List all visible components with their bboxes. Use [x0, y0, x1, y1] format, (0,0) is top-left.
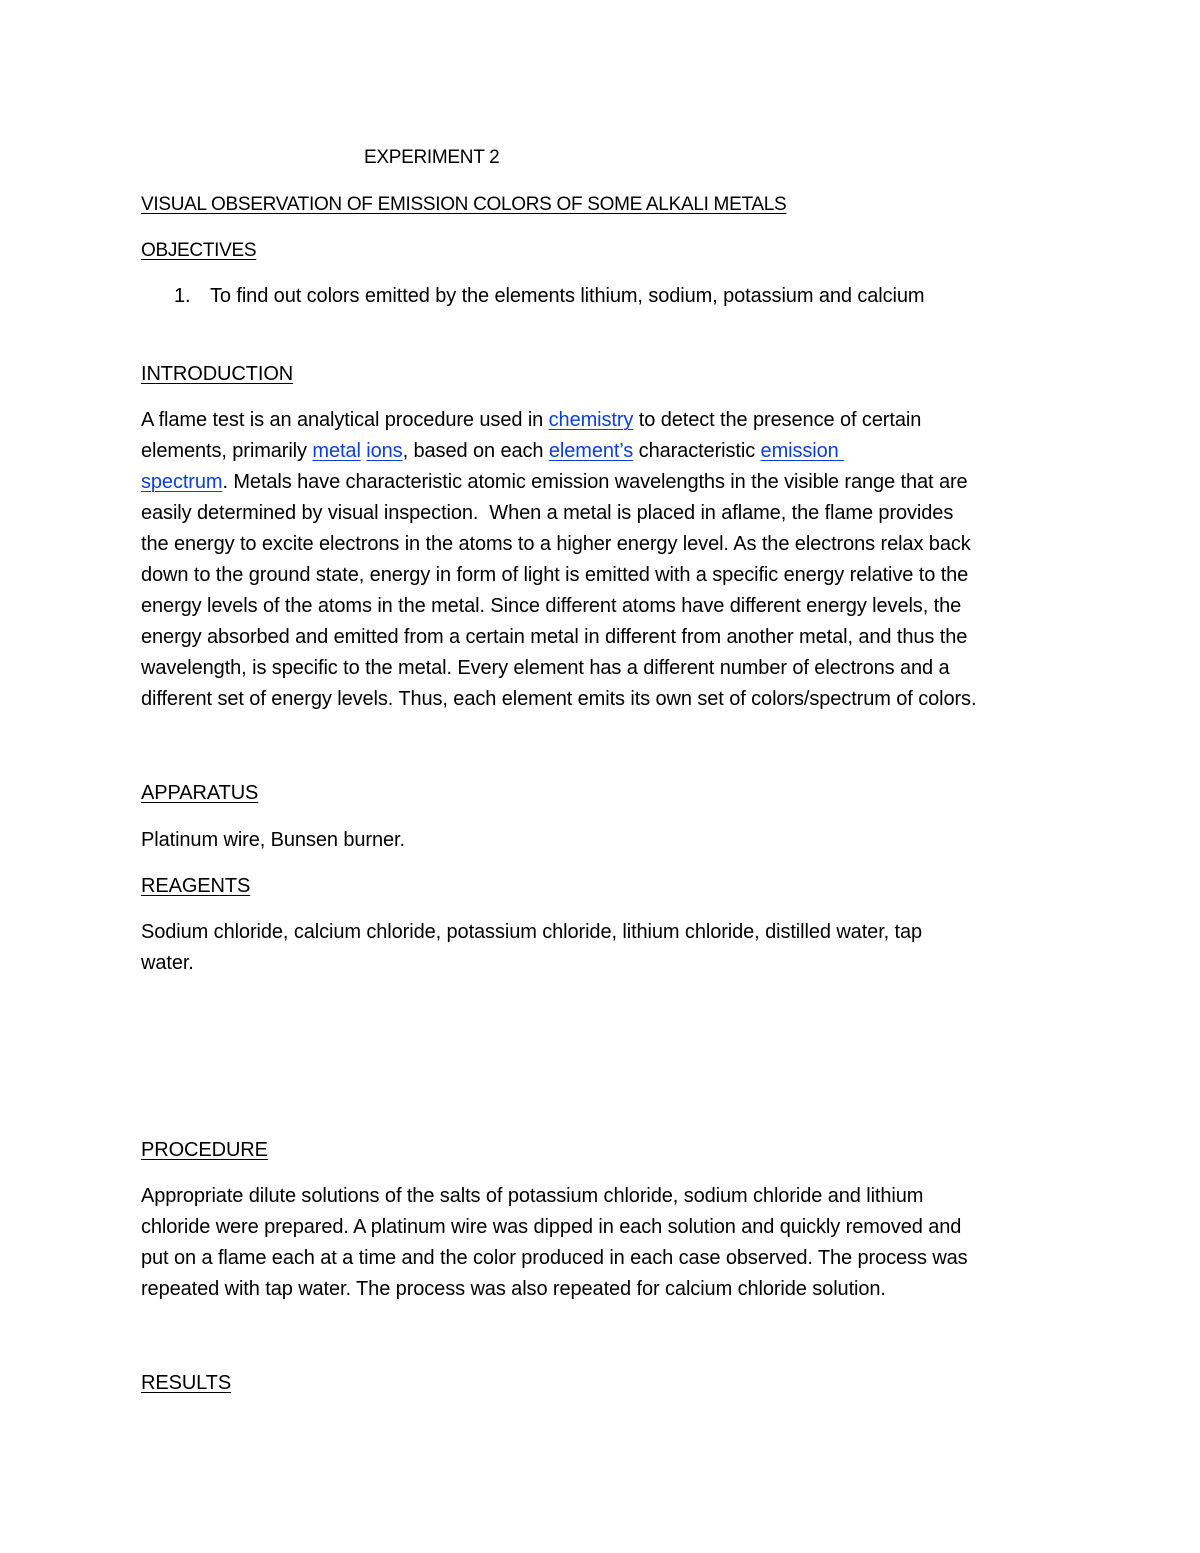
intro-text: , based on each	[402, 440, 549, 462]
procedure-line: repeated with tap water. The process was also repeated for calcium chloride solution.	[141, 1278, 886, 1300]
intro-line: energy levels of the atoms in the metal. Since different atoms have different energy levels, the	[141, 595, 962, 617]
reagents-heading: REAGENTS	[141, 875, 251, 897]
ions-link[interactable]: ions	[366, 440, 403, 462]
intro-text: to detect the presence of certain	[633, 409, 922, 431]
reagents-line: Sodium chloride, calcium chloride, potassium chloride, lithium chloride, distilled water, tap	[141, 921, 923, 943]
objective-number: 1.	[174, 285, 191, 307]
reagents-paragraph	[141, 917, 1071, 979]
apparatus-text: Platinum wire, Bunsen burner.	[141, 829, 405, 851]
intro-line: wavelength, is specific to the metal. Every element has a different number of electrons and a	[141, 657, 950, 679]
intro-line: down to the ground state, energy in form of light is emitted with a specific energy relative to the	[141, 564, 969, 586]
intro-line: different set of energy levels. Thus, each element emits its own set of colors/spectrum of colors.	[141, 688, 977, 710]
objective-text: To find out colors emitted by the elements lithium, sodium, potassium and calcium	[210, 285, 925, 307]
apparatus-heading: APPARATUS	[141, 782, 259, 804]
intro-line: energy absorbed and emitted from a certain metal in different from another metal, and thus the	[141, 626, 968, 648]
results-heading: RESULTS	[141, 1372, 232, 1394]
intro-text: . Metals have characteristic atomic emission wavelengths in the visible range that are	[222, 471, 968, 493]
chemistry-link[interactable]: chemistry	[548, 409, 634, 431]
introduction-paragraph	[141, 405, 1071, 715]
intro-line	[141, 405, 1071, 436]
procedure-line: Appropriate dilute solutions of the salts of potassium chloride, sodium chloride and lithium	[141, 1185, 924, 1207]
metal-link[interactable]: metal	[312, 440, 361, 462]
intro-line: the energy to excite electrons in the atoms to a higher energy level. As the electrons relax back	[141, 533, 971, 555]
intro-line	[141, 436, 1071, 467]
intro-text: elements, primarily	[141, 440, 313, 462]
objectives-heading: OBJECTIVES	[141, 240, 257, 261]
intro-line	[141, 467, 1071, 498]
procedure-paragraph	[141, 1181, 1071, 1305]
procedure-heading: PROCEDURE	[141, 1139, 268, 1161]
intro-text: characteristic	[633, 440, 761, 462]
spectrum-link[interactable]: spectrum	[141, 471, 223, 493]
document-title: EXPERIMENT 2	[364, 147, 500, 168]
intro-line: easily determined by visual inspection. When a metal is placed in aflame, the flame provides	[141, 502, 954, 524]
introduction-heading: INTRODUCTION	[141, 363, 294, 385]
document-subtitle: VISUAL OBSERVATION OF EMISSION COLORS OF SOME ALKALI METALS	[141, 194, 787, 215]
objective-item	[174, 281, 924, 312]
emission-link[interactable]: emission	[760, 440, 845, 462]
elements-link[interactable]: element’s	[548, 440, 634, 462]
procedure-line: chloride were prepared. A platinum wire was dipped in each solution and quickly removed and	[141, 1216, 962, 1238]
reagents-line: water.	[141, 952, 194, 974]
procedure-line: put on a flame each at a time and the color produced in each case observed. The process was	[141, 1247, 968, 1269]
intro-text: A flame test is an analytical procedure used in	[141, 409, 549, 431]
